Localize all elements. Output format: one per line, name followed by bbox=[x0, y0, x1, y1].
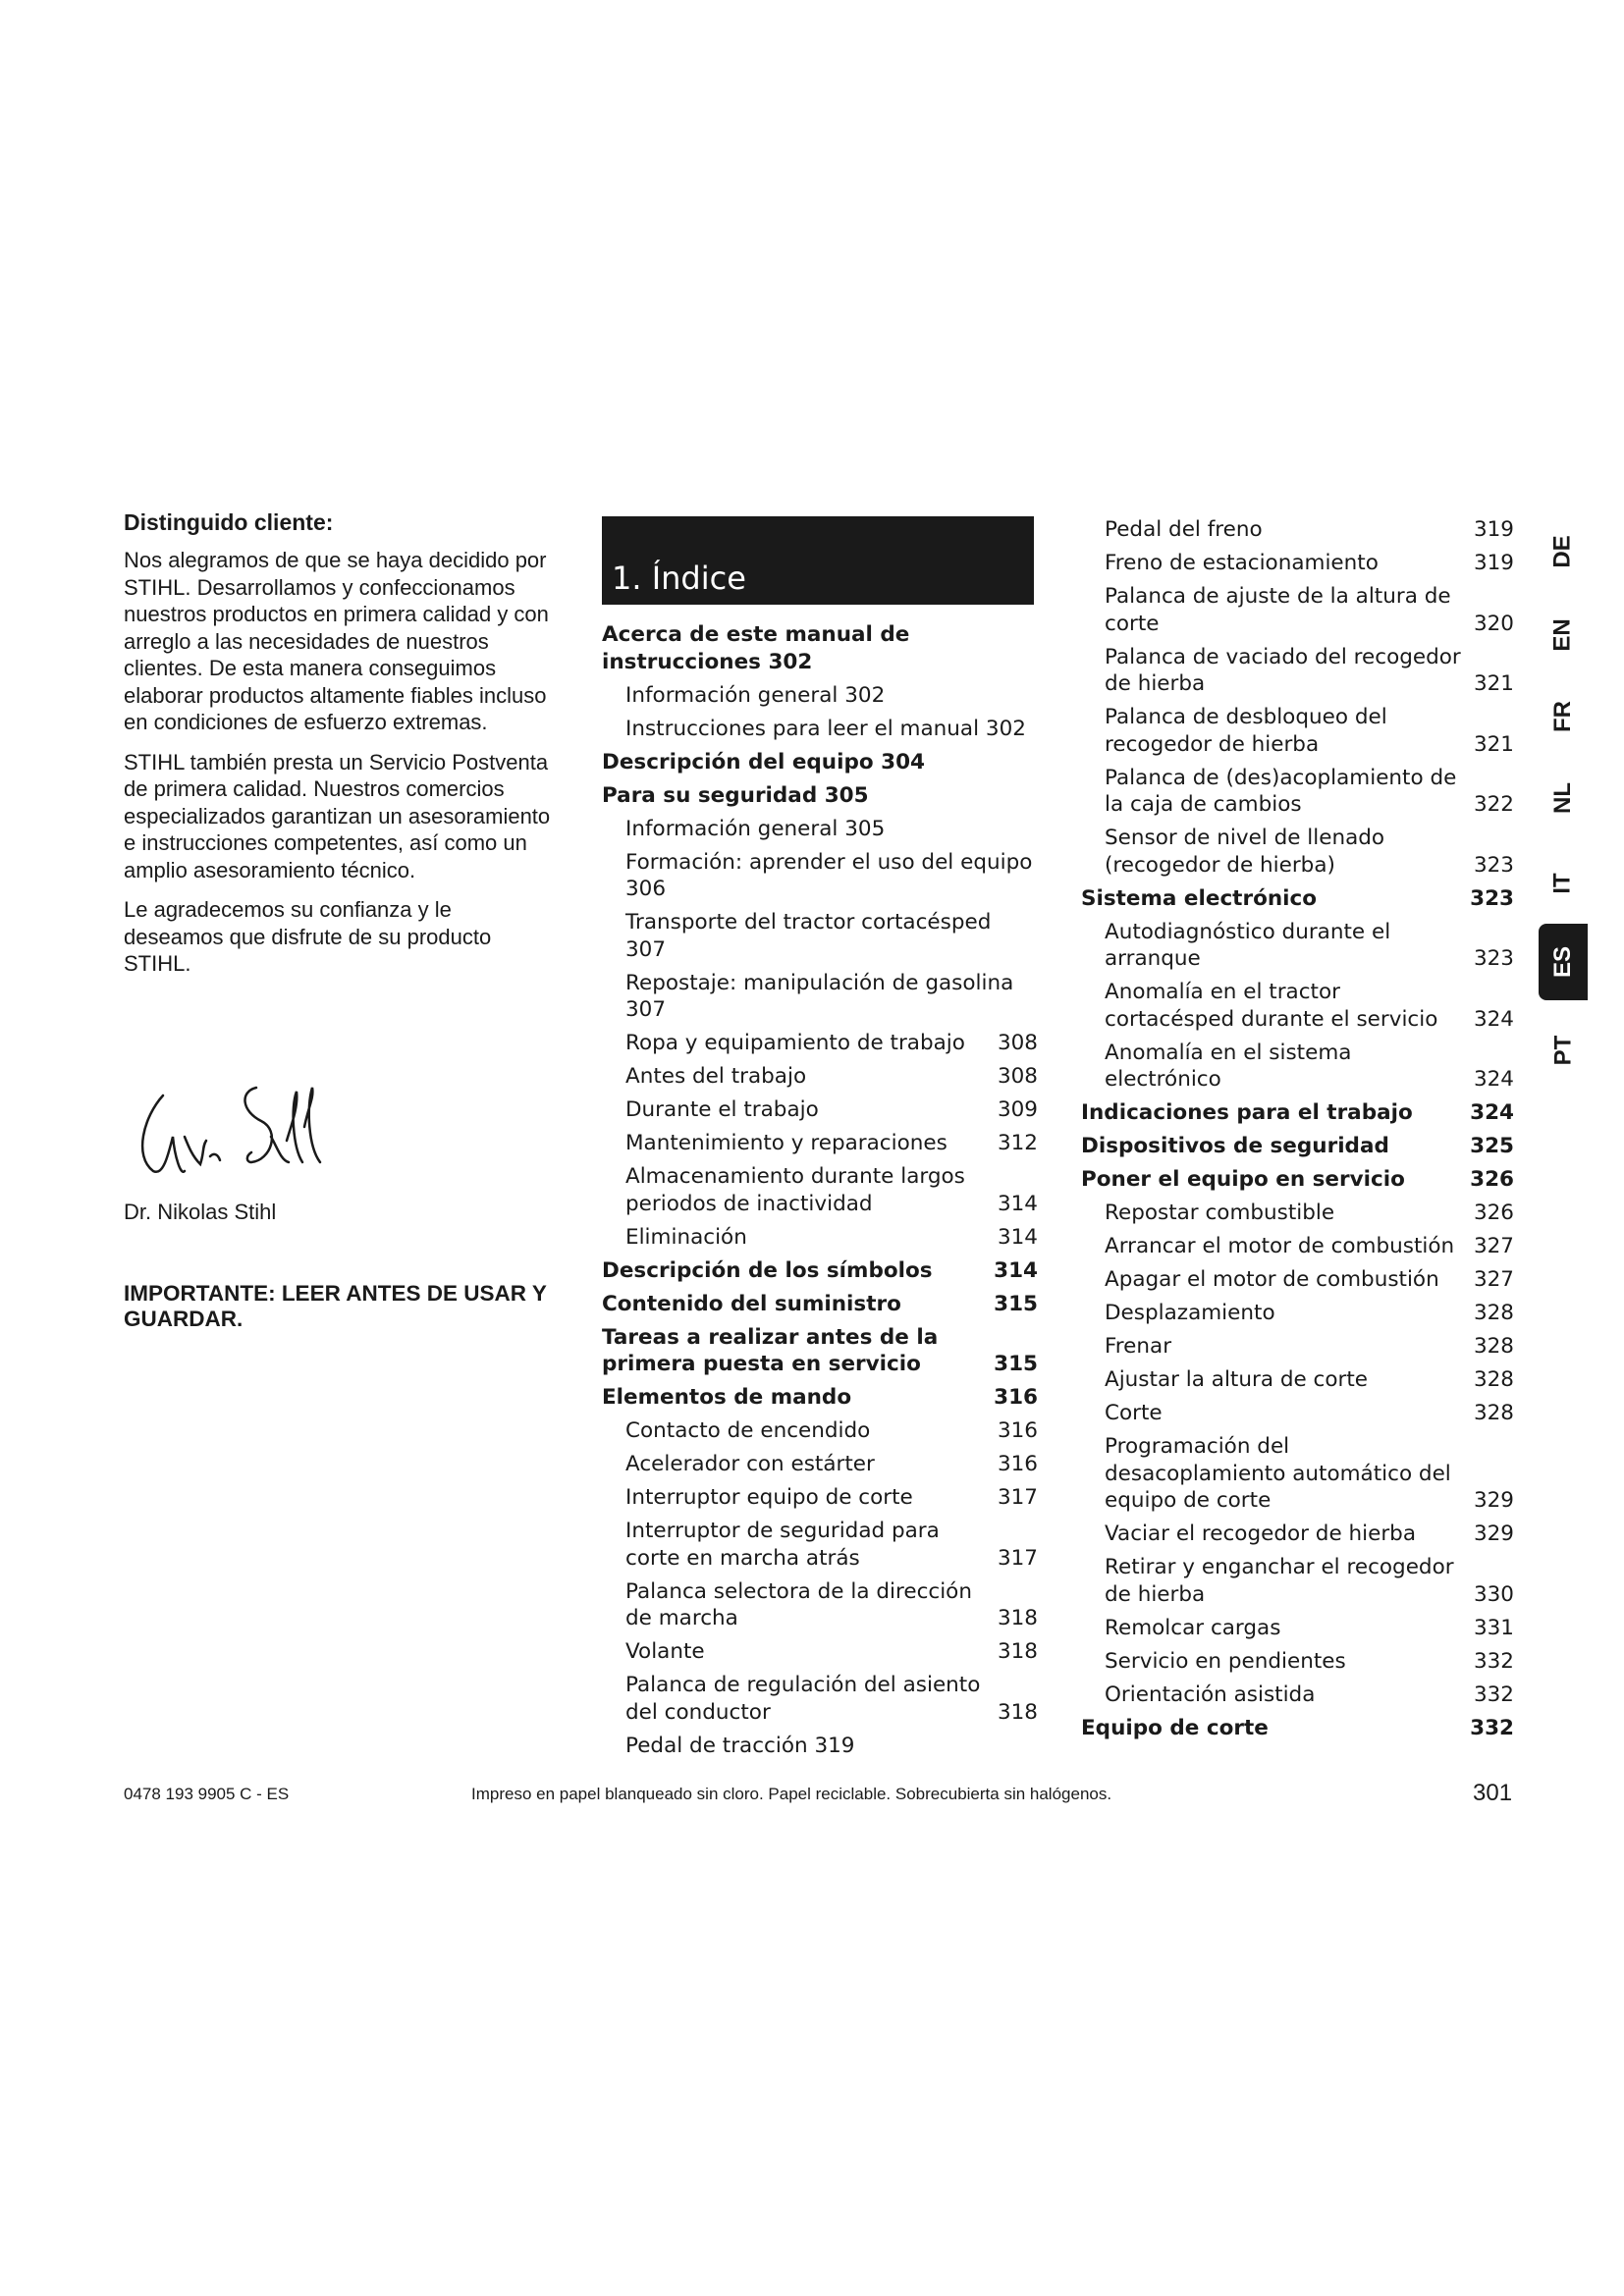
toc-entry[interactable] bbox=[1081, 644, 1514, 698]
toc-entry-title: Información general 302 bbox=[625, 682, 886, 708]
toc-entry[interactable] bbox=[602, 1030, 1038, 1057]
toc-entry[interactable] bbox=[1081, 1266, 1514, 1294]
toc-entry-page: 328 bbox=[1473, 1334, 1514, 1359]
toc-entry[interactable] bbox=[1081, 550, 1514, 577]
language-tab-fr[interactable] bbox=[1540, 693, 1587, 740]
toc-entry-page: 309 bbox=[997, 1097, 1038, 1122]
toc-entry-page: 316 bbox=[997, 1452, 1038, 1476]
toc-entry-title: Sensor de nivel de llenado (recogedor de hierba) bbox=[1105, 826, 1385, 878]
toc-entry[interactable] bbox=[602, 1484, 1038, 1512]
toc-entry[interactable] bbox=[602, 849, 1038, 903]
toc-entry[interactable] bbox=[602, 1672, 1038, 1726]
toc-entry-title: Orientación asistida bbox=[1105, 1682, 1316, 1707]
toc-entry-page: 315 bbox=[994, 1291, 1038, 1316]
toc-entry-title: Pedal de tracción 319 bbox=[625, 1733, 855, 1758]
signature-name: Dr. Nikolas Stihl bbox=[124, 1200, 277, 1224]
toc-entry-title: Ropa y equipamiento de trabajo bbox=[625, 1031, 965, 1055]
toc-entry-title: Eliminación bbox=[625, 1224, 747, 1250]
toc-entry-title: Anomalía en el tractor cortacésped durante el servicio bbox=[1105, 980, 1438, 1032]
language-tab-label: EN bbox=[1549, 618, 1576, 652]
toc-entry-page: 321 bbox=[1473, 731, 1514, 757]
toc-entry[interactable] bbox=[1081, 979, 1514, 1033]
language-tab-it[interactable] bbox=[1540, 860, 1587, 907]
toc-entry-title: Tareas a realizar antes de la primera puesta en servicio bbox=[602, 1324, 939, 1376]
toc-entry[interactable] bbox=[602, 1224, 1038, 1252]
toc-entry[interactable] bbox=[1081, 1366, 1514, 1394]
toc-entry-page: 323 bbox=[1473, 852, 1514, 878]
toc-entry-page: 332 bbox=[1473, 1682, 1514, 1707]
letter bbox=[124, 507, 556, 990]
language-tab-pt[interactable] bbox=[1540, 1027, 1587, 1074]
toc-entry[interactable] bbox=[602, 1417, 1038, 1445]
toc-entry-page: 314 bbox=[997, 1191, 1038, 1216]
toc-entry-title: Repostaje: manipulación de gasolina 307 bbox=[625, 970, 1014, 1022]
toc-entry[interactable] bbox=[1081, 765, 1514, 819]
toc-entry-title: Acerca de este manual de instrucciones 302 bbox=[602, 622, 910, 674]
toc-entry-title: Dispositivos de seguridad bbox=[1081, 1134, 1389, 1158]
toc-entry[interactable] bbox=[602, 682, 1038, 710]
toc-entry-title: Desplazamiento bbox=[1105, 1301, 1275, 1325]
toc-entry-page: 318 bbox=[997, 1606, 1038, 1630]
toc-entry[interactable] bbox=[602, 1130, 1038, 1157]
toc-entry[interactable] bbox=[602, 1096, 1038, 1124]
toc-entry-page: 318 bbox=[997, 1699, 1038, 1725]
toc-entry[interactable] bbox=[1081, 1715, 1514, 1742]
toc-entry[interactable] bbox=[1081, 1200, 1514, 1227]
toc-entry[interactable] bbox=[1081, 704, 1514, 758]
toc-entry-page: 327 bbox=[1473, 1234, 1514, 1258]
toc-entry-title: Palanca selectora de la dirección de marcha bbox=[625, 1578, 972, 1630]
toc-entry-title: Apagar el motor de combustión bbox=[1105, 1267, 1439, 1292]
toc-entry-page: 332 bbox=[1470, 1715, 1514, 1740]
toc-entry-title: Repostar combustible bbox=[1105, 1201, 1335, 1225]
toc-entry[interactable] bbox=[602, 1451, 1038, 1478]
toc-entry-title: Autodiagnóstico durante el arranque bbox=[1105, 919, 1391, 971]
toc-entry-page: 321 bbox=[1473, 671, 1514, 696]
toc-entry[interactable] bbox=[1081, 583, 1514, 637]
toc-entry-title: Descripción del equipo 304 bbox=[602, 749, 926, 774]
document-code: 0478 193 9905 C - ES bbox=[124, 1785, 290, 1803]
toc-entry[interactable] bbox=[1081, 516, 1514, 544]
language-tab-en[interactable] bbox=[1540, 612, 1587, 659]
toc-entry-page: 324 bbox=[1473, 1006, 1514, 1032]
toc-entry-page: 312 bbox=[997, 1131, 1038, 1155]
toc-entry-title: Almacenamiento durante largos periodos de inactividad bbox=[625, 1164, 965, 1216]
toc-entry-title: Transporte del tractor cortacésped 307 bbox=[625, 910, 992, 962]
language-tab-label: NL bbox=[1549, 782, 1576, 814]
toc-entry-title: Palanca de vaciado del recogedor de hierba bbox=[1105, 644, 1461, 696]
toc-entry-title: Palanca de (des)acoplamiento de la caja de cambios bbox=[1105, 765, 1457, 817]
toc-entry[interactable] bbox=[602, 1257, 1038, 1285]
language-tab-nl[interactable] bbox=[1540, 774, 1587, 822]
toc-entry[interactable] bbox=[602, 1638, 1038, 1666]
important-notice: IMPORTANTE: LEER ANTES DE USAR Y GUARDAR. bbox=[124, 1281, 547, 1331]
toc-entry-title: Corte bbox=[1105, 1401, 1163, 1425]
toc-entry-title: Descripción de los símbolos bbox=[602, 1257, 933, 1283]
toc-entry-title: Antes del trabajo bbox=[625, 1064, 807, 1089]
toc-entry[interactable] bbox=[1081, 919, 1514, 973]
toc-entry-title: Sistema electrónico bbox=[1081, 885, 1318, 911]
toc-entry-page: 308 bbox=[997, 1031, 1038, 1055]
toc-entry-page: 326 bbox=[1470, 1167, 1514, 1192]
toc-entry-title: Información general 305 bbox=[625, 816, 886, 841]
toc-entry-page: 316 bbox=[994, 1385, 1038, 1410]
toc-entry[interactable] bbox=[1081, 1300, 1514, 1327]
toc-header bbox=[602, 516, 1034, 605]
toc-entry-title: Durante el trabajo bbox=[625, 1097, 819, 1122]
language-tab-label: DE bbox=[1549, 535, 1576, 568]
footer-note: Impreso en papel blanqueado sin cloro. Papel reciclable. Sobrecubierta sin halógenos. bbox=[471, 1785, 1112, 1803]
toc-entry[interactable] bbox=[602, 1384, 1038, 1412]
toc-entry[interactable] bbox=[602, 970, 1038, 1024]
toc-entry-title: Formación: aprender el uso del equipo 306 bbox=[625, 849, 1033, 901]
signature bbox=[124, 1078, 340, 1186]
toc-entry-title: Interruptor equipo de corte bbox=[625, 1485, 913, 1510]
toc-entry-page: 329 bbox=[1473, 1488, 1514, 1513]
toc-entry-page: 331 bbox=[1473, 1615, 1514, 1640]
toc-entry[interactable] bbox=[602, 716, 1038, 743]
toc-entry[interactable] bbox=[1081, 1233, 1514, 1260]
toc-entry-title: Volante bbox=[625, 1639, 705, 1664]
toc-entry-page: 323 bbox=[1470, 885, 1514, 911]
toc-entry-page: 316 bbox=[997, 1418, 1038, 1443]
toc-entry-page: 322 bbox=[1473, 792, 1514, 817]
toc-entry-title: Palanca de regulación del asiento del conductor bbox=[625, 1673, 981, 1725]
toc-entry[interactable] bbox=[602, 782, 1038, 810]
toc-entry[interactable] bbox=[602, 1578, 1038, 1632]
toc-entry-title: Palanca de ajuste de la altura de corte bbox=[1105, 584, 1451, 636]
toc-column-1 bbox=[602, 621, 1038, 1766]
toc-column-2 bbox=[1081, 516, 1514, 1748]
toc-entry-title: Interruptor de seguridad para corte en marcha atrás bbox=[625, 1519, 940, 1571]
toc-entry-page: 328 bbox=[1473, 1367, 1514, 1392]
toc-entry-title: Frenar bbox=[1105, 1334, 1172, 1359]
toc-entry[interactable] bbox=[1081, 1133, 1514, 1160]
toc-title: 1. Índice bbox=[612, 560, 746, 597]
toc-entry-page: 324 bbox=[1473, 1067, 1514, 1092]
toc-entry-page: 326 bbox=[1473, 1201, 1514, 1225]
toc-entry[interactable] bbox=[1081, 1400, 1514, 1427]
language-tab-es[interactable] bbox=[1539, 924, 1588, 1000]
toc-entry-page: 323 bbox=[1473, 946, 1514, 971]
toc-entry[interactable] bbox=[1081, 1682, 1514, 1709]
toc-entry-title: Freno de estacionamiento bbox=[1105, 551, 1379, 575]
toc-entry-page: 317 bbox=[997, 1485, 1038, 1510]
letter-paragraph: Le agradecemos su confianza y le deseamos que disfrute de su producto STIHL. bbox=[124, 897, 492, 976]
toc-entry-title: Para su seguridad 305 bbox=[602, 782, 869, 808]
toc-entry-title: Acelerador con estárter bbox=[625, 1452, 875, 1476]
toc-entry-title: Vaciar el recogedor de hierba bbox=[1105, 1522, 1417, 1546]
toc-entry-page: 327 bbox=[1473, 1267, 1514, 1292]
toc-entry-title: Servicio en pendientes bbox=[1105, 1648, 1346, 1674]
toc-entry[interactable] bbox=[602, 1291, 1038, 1318]
toc-entry[interactable] bbox=[1081, 1099, 1514, 1127]
toc-entry-page: 329 bbox=[1473, 1522, 1514, 1546]
language-tab-label: IT bbox=[1548, 873, 1576, 894]
toc-entry[interactable] bbox=[602, 909, 1038, 963]
letter-paragraph: STIHL también presta un Servicio Postventa de primera calidad. Nuestros comercios especializados garantizan un asesoramiento e instrucciones competentes, así como un amplio asesoramiento técnico. bbox=[124, 749, 551, 882]
toc-entry-title: Indicaciones para el trabajo bbox=[1081, 1100, 1413, 1125]
toc-entry-title: Instrucciones para leer el manual 302 bbox=[625, 716, 1026, 741]
toc-entry-page: 328 bbox=[1473, 1401, 1514, 1425]
toc-entry-page: 314 bbox=[994, 1257, 1038, 1283]
toc-entry[interactable] bbox=[1081, 1615, 1514, 1642]
toc-entry[interactable] bbox=[1081, 885, 1514, 913]
toc-entry-title: Palanca de desbloqueo del recogedor de hierba bbox=[1105, 705, 1387, 757]
toc-entry[interactable] bbox=[1081, 1040, 1514, 1094]
toc-entry[interactable] bbox=[1081, 1554, 1514, 1608]
toc-entry-title: Mantenimiento y reparaciones bbox=[625, 1131, 947, 1155]
toc-entry-title: Equipo de corte bbox=[1081, 1715, 1269, 1740]
toc-entry-page: 317 bbox=[997, 1545, 1038, 1571]
letter-paragraph: Nos alegramos de que se haya decidido por STIHL. Desarrollamos y confeccionamos nuestros productos en primera calidad y con arreglo a las necesidades de nuestros clientes. De esta manera conseguimos elaborar productos altamente fiables incluso en condiciones de esfuerzo extremas. bbox=[124, 548, 549, 734]
toc-entry[interactable] bbox=[602, 621, 1038, 675]
toc-entry-title: Poner el equipo en servicio bbox=[1081, 1167, 1405, 1192]
letter-greeting: Distinguido cliente: bbox=[124, 509, 334, 535]
toc-entry-page: 318 bbox=[997, 1639, 1038, 1664]
toc-entry[interactable] bbox=[602, 816, 1038, 843]
toc-entry[interactable] bbox=[1081, 1166, 1514, 1194]
toc-entry-title: Elementos de mando bbox=[602, 1385, 852, 1410]
toc-entry-page: 314 bbox=[997, 1224, 1038, 1250]
language-tab-label: ES bbox=[1548, 945, 1576, 979]
toc-entry-page: 330 bbox=[1473, 1581, 1514, 1607]
toc-entry-page: 328 bbox=[1473, 1301, 1514, 1325]
toc-entry-title: Remolcar cargas bbox=[1105, 1615, 1281, 1640]
language-tab-de[interactable] bbox=[1540, 528, 1587, 575]
toc-entry-page: 332 bbox=[1473, 1648, 1514, 1674]
toc-entry-page: 325 bbox=[1470, 1134, 1514, 1158]
toc-entry[interactable] bbox=[602, 749, 1038, 776]
toc-entry-title: Anomalía en el sistema electrónico bbox=[1105, 1040, 1352, 1092]
toc-entry-title: Contenido del suministro bbox=[602, 1291, 901, 1316]
toc-entry[interactable] bbox=[602, 1733, 1038, 1760]
toc-entry[interactable] bbox=[602, 1163, 1038, 1217]
toc-entry[interactable] bbox=[602, 1063, 1038, 1091]
toc-entry[interactable] bbox=[1081, 1648, 1514, 1676]
language-tab-label: PT bbox=[1548, 1035, 1576, 1066]
toc-entry[interactable] bbox=[1081, 1433, 1514, 1515]
toc-entry[interactable] bbox=[1081, 825, 1514, 879]
toc-entry-title: Programación del desacoplamiento automático del equipo de corte bbox=[1105, 1434, 1451, 1513]
toc-entry[interactable] bbox=[602, 1518, 1038, 1572]
language-tab-label: FR bbox=[1549, 701, 1576, 732]
toc-entry-title: Arrancar el motor de combustión bbox=[1105, 1234, 1455, 1258]
toc-entry-title: Retirar y enganchar el recogedor de hierba bbox=[1105, 1555, 1454, 1607]
toc-entry-title: Pedal del freno bbox=[1105, 517, 1263, 542]
toc-entry-page: 319 bbox=[1473, 517, 1514, 542]
page-number: 301 bbox=[1473, 1780, 1513, 1806]
toc-entry[interactable] bbox=[1081, 1521, 1514, 1548]
toc-entry-page: 315 bbox=[994, 1352, 1038, 1376]
toc-entry[interactable] bbox=[1081, 1333, 1514, 1361]
toc-entry-page: 320 bbox=[1473, 611, 1514, 636]
toc-entry-title: Ajustar la altura de corte bbox=[1105, 1367, 1369, 1392]
toc-entry[interactable] bbox=[602, 1324, 1038, 1378]
toc-entry-page: 308 bbox=[997, 1064, 1038, 1089]
toc-entry-title: Contacto de encendido bbox=[625, 1418, 871, 1443]
toc-entry-page: 324 bbox=[1470, 1100, 1514, 1125]
toc-entry-page: 319 bbox=[1473, 551, 1514, 575]
